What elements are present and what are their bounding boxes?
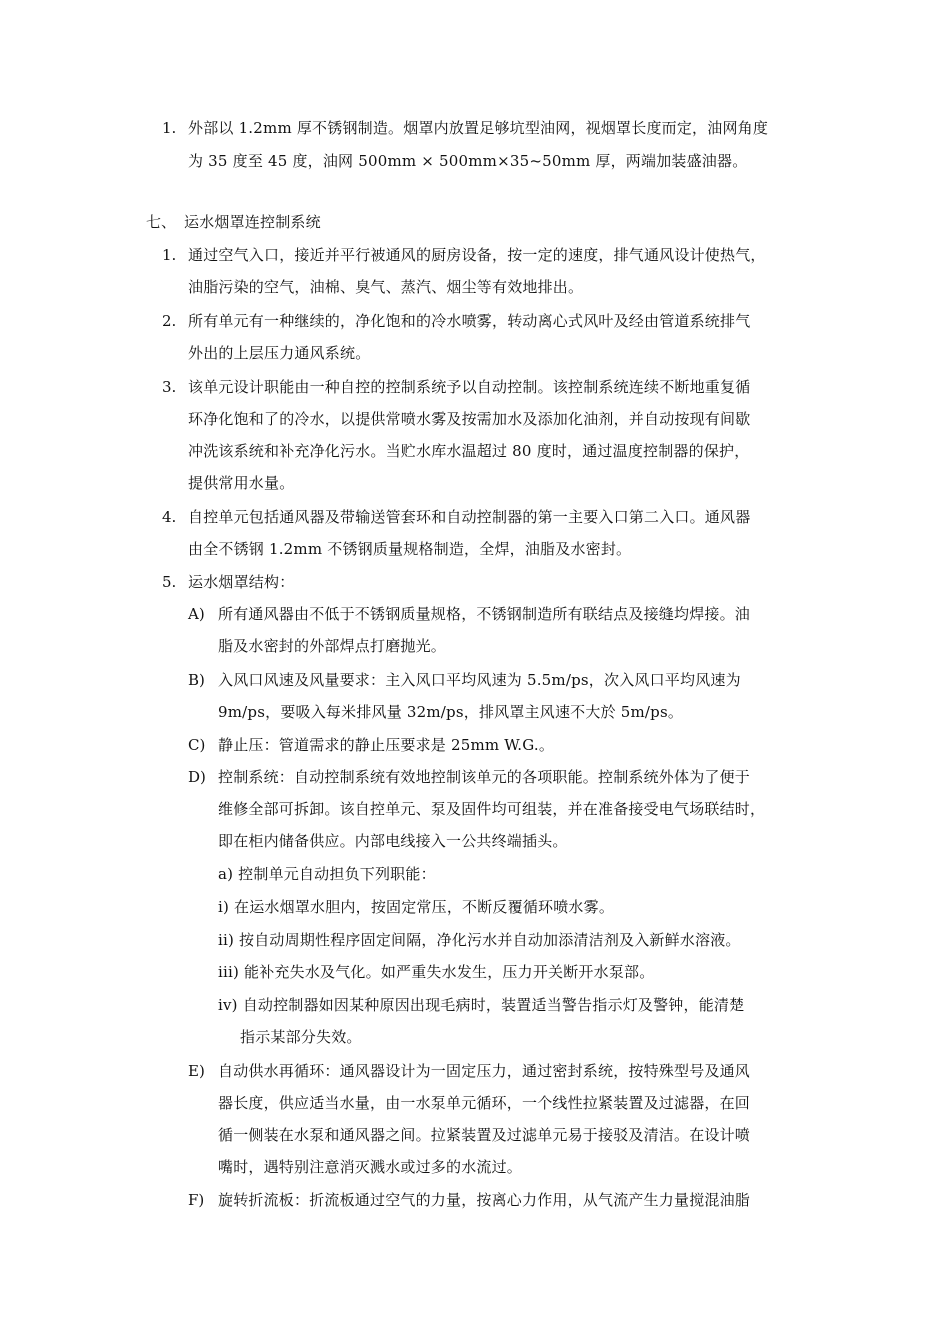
- paragraph-line: 所有通风器由不低于不锈钢质量规格，不锈钢制造所有联结点及接缝均焊接。油: [218, 605, 751, 623]
- nested-list-item: a) 控制单元自动担负下列职能：: [218, 865, 436, 883]
- sublist-letter: E): [188, 1062, 205, 1080]
- paragraph-line: 由全不锈钢 1.2mm 不锈钢质量规格制造，全焊，油脂及水密封。: [188, 540, 632, 558]
- list-number: 5.: [162, 573, 177, 591]
- sublist-letter: D): [188, 768, 206, 786]
- list-number: 1.: [162, 246, 177, 264]
- paragraph-line: 环净化饱和了的冷水，以提供常喷水雾及按需加水及添加化油剂，并自动按现有间歇: [188, 410, 751, 428]
- paragraph-line: 外部以 1.2mm 厚不锈钢制造。烟罩内放置足够坑型油网，视烟罩长度而定，油网角度: [188, 119, 769, 137]
- paragraph-line: 循一侧装在水泵和通风器之间。拉紧装置及过滤单元易于接驳及清洁。在设计喷: [218, 1126, 751, 1144]
- list-number: 1.: [162, 119, 177, 137]
- paragraph-line: 自控单元包括通风器及带输送管套环和自动控制器的第一主要入口第二入口。通风器: [188, 508, 751, 526]
- paragraph-line: 静止压：管道需求的静止压要求是 25mm W.G.。: [218, 736, 555, 754]
- list-number: 4.: [162, 508, 177, 526]
- nested-list-item: ii) 按自动周期性程序固定间隔，净化污水并自动加添清洁剂及入新鲜水溶液。: [218, 931, 741, 949]
- list-number: 3.: [162, 378, 177, 396]
- paragraph-line: 提供常用水量。: [188, 474, 295, 492]
- nested-list-item: iii) 能补充失水及气化。如严重失水发生，压力开关断开水泵部。: [218, 963, 655, 981]
- paragraph-line: 即在柜内储备供应。内部电线接入一公共终端插头。: [218, 832, 568, 850]
- paragraph-line: 所有单元有一种继续的，净化饱和的冷水喷雾，转动离心式风叶及经由管道系统排气: [188, 312, 751, 330]
- nested-list-item: iv) 自动控制器如因某种原因出现毛病时，装置适当警告指示灯及警钟，能清楚: [218, 996, 745, 1014]
- paragraph-line: 通过空气入口，接近并平行被通风的厨房设备，按一定的速度，排气通风设计使热气，: [188, 246, 766, 264]
- section-title: 运水烟罩连控制系统: [184, 213, 321, 231]
- paragraph-line: 9m/ps，要吸入每米排风量 32m/ps，排风罩主风速不大於 5m/ps。: [218, 703, 684, 721]
- paragraph-line: 冲洗该系统和补充净化污水。当贮水库水温超过 80 度时，通过温度控制器的保护，: [188, 442, 750, 460]
- nested-list-item: 指示某部分失效。: [240, 1028, 362, 1046]
- nested-list-item: i) 在运水烟罩水胆内，按固定常压，不断反覆循环喷水雾。: [218, 898, 615, 916]
- sublist-letter: C): [188, 736, 206, 754]
- sublist-letter: F): [188, 1191, 205, 1209]
- paragraph-line: 自动供水再循环：通风器设计为一固定压力，通过密封系统，按特殊型号及通风: [218, 1062, 751, 1080]
- paragraph-line: 脂及水密封的外部焊点打磨抛光。: [218, 637, 447, 655]
- paragraph-line: 外出的上层压力通风系统。: [188, 344, 371, 362]
- paragraph-line: 旋转折流板：折流板通过空气的力量，按离心力作用，从气流产生力量搅混油脂: [218, 1191, 751, 1209]
- paragraph-line: 运水烟罩结构：: [188, 573, 295, 591]
- section-number: 七、: [146, 213, 177, 231]
- paragraph-line: 该单元设计职能由一种自控的控制系统予以自动控制。该控制系统连续不断地重复循: [188, 378, 751, 396]
- paragraph-line: 控制系统：自动控制系统有效地控制该单元的各项职能。控制系统外体为了便于: [218, 768, 751, 786]
- paragraph-line: 维修全部可拆卸。该自控单元、泵及固件均可组装，并在准备接受电气场联结时，: [218, 800, 766, 818]
- paragraph-line: 为 35 度至 45 度，油网 500mm × 500mm×35~50mm 厚，两端加装盛油器。: [188, 152, 748, 170]
- sublist-letter: A): [188, 605, 205, 623]
- list-number: 2.: [162, 312, 177, 330]
- sublist-letter: B): [188, 671, 205, 689]
- paragraph-line: 油脂污染的空气，油棉、臭气、蒸汽、烟尘等有效地排出。: [188, 278, 584, 296]
- paragraph-line: 嘴时，遇特别注意消灭溅水或过多的水流过。: [218, 1158, 523, 1176]
- paragraph-line: 器长度，供应适当水量，由一水泵单元循环，一个线性拉紧装置及过滤器，在回: [218, 1094, 751, 1112]
- paragraph-line: 入风口风速及风量要求：主入风口平均风速为 5.5m/ps，次入风口平均风速为: [218, 671, 741, 689]
